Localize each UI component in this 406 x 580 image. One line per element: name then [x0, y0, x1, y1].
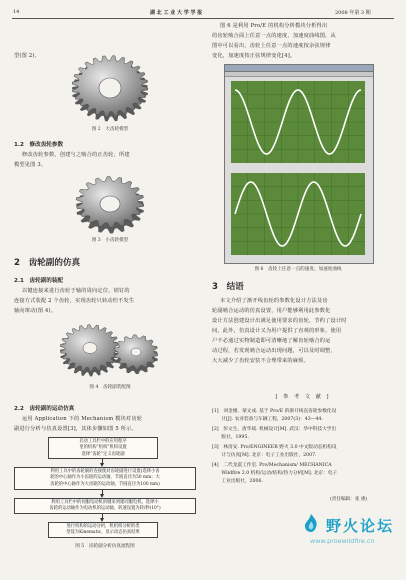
gear-bore — [131, 348, 141, 356]
sec3-line-4: 间，此外，仿真设计又为用户提供了直观的形象，使用 — [212, 328, 342, 334]
fig3-caption: 图 3 小齿轮模型 — [91, 238, 129, 243]
reference-line: [2] 彭文生，唐华斌. 机械设计[M]. 武汉：华中科技大学出 — [212, 427, 337, 432]
sec12-line-2: 模型见图 3。 — [14, 162, 47, 168]
references-title: [ 参 考 文 献 ] — [275, 394, 331, 400]
reference-line: [1] 刘金刚，蒙文成. 基于 Pro/E 的渐开线直齿轮参数化设 — [212, 409, 337, 414]
editor-note: (责任编辑：张 惠) — [330, 497, 368, 502]
header-rule — [12, 18, 394, 19]
sec3-title: 3 结语 — [212, 282, 244, 292]
issue-label: 2008 年第 3 期 — [335, 10, 371, 16]
sec22-title: 2.2 齿轮副的运动仿真 — [14, 406, 75, 412]
reference-line: 计与仿真[M]. 北京：电子工业出版社，2007. — [212, 453, 317, 458]
sec2-title: 2 齿轮副的仿真 — [14, 258, 81, 268]
journal-name: 湖 北 工 业 大 学 学 报 — [150, 10, 203, 16]
intro-line-3: 图中可以看出，齿轮上任意一点的速度按余弦规律 — [212, 43, 331, 49]
sec3-line-1: 本文介绍了渐开线齿轮的参数化设计方法及齿 — [220, 298, 328, 304]
sec22-line-2: 副进行分析与仿真设置[3]，其体步骤如图 5 所示。 — [14, 426, 137, 432]
fig5-caption: 图 5 齿轮副分析仿真流程图 — [75, 544, 135, 549]
sec3-line-6: 动过程，若发现啮合运动出现问题，可以及时调整， — [212, 348, 336, 354]
flame-logo-icon — [300, 512, 322, 534]
intro-line-4: 变化，加速度按正弦规律变化[4]。 — [212, 53, 296, 59]
watermark-url: www.proewildfire.cn — [310, 537, 375, 545]
gear-bore — [83, 343, 97, 354]
sec12-line-1: 修改齿轮参数，创建与之啮合的正齿轮，所建 — [22, 152, 130, 158]
reference-line: 工业出版社，2006. — [212, 479, 263, 484]
sec12-title: 1.2 修改齿轮参数 — [14, 142, 64, 148]
sec3-line-7: 大大减少了齿轮安装不合理带来的麻烦。 — [212, 358, 309, 364]
fig6-caption: 图 6 齿轮上任意一点的速度、加速度曲线 — [254, 267, 342, 272]
reference-line: [3] 林清安. Pro/ENGINEER 野火 3.0 中文版动态机构设 — [212, 445, 337, 450]
sec22-line-1: 运用 Application 下的 Mechanism 模块对齿轮 — [22, 416, 143, 422]
window-titlebar — [225, 65, 373, 72]
fig2-caption: 图 2 大齿轮模型 — [91, 127, 129, 132]
curve-plots — [225, 77, 371, 263]
analysis-window — [224, 64, 374, 264]
large-gear-figure — [60, 52, 160, 124]
reference-line: 版社，1995. — [212, 435, 249, 440]
sec21-line-3: 轴向窜动(图 4)。 — [14, 308, 57, 314]
watermark-cn: 野火论坛 — [326, 517, 395, 535]
sec3-line-2: 轮副啮合运动的仿真设置，用户能够利用此参数化 — [212, 308, 331, 314]
sec21-line-2: 连接方式装配 2 个齿轮，实现齿轮只转动但不发生 — [14, 298, 135, 304]
flow-box-1: 启动工具栏中的应用程序 里的机构“机构”机构设置 选择“齿轮”定义齿轮副 — [48, 437, 158, 459]
reference-line: 计[J]. 农业装备与车辆工程，2007(3)：43—44. — [212, 417, 323, 422]
flow-box-4: 进行机构的运动分析，机机构分析的类 型设为Kinematic，显示动态仿真结果 — [48, 522, 158, 538]
continuation-line: 型(图 2)。 — [14, 53, 40, 59]
gear-assembly-figure — [52, 318, 168, 380]
reference-line: Wildfire 2.0 机构/运动/结构/热力分析[M]. 北京：电子 — [212, 471, 338, 476]
flow-box-2: 利用工具中的齿轮副的连接使对齿轮副进行设置(选择小齿 轮的中心轴作为小齿轮的运动轴，节圆直径为50 mm；大 齿轮的中心轴作为大齿轮的运动轴，节圆直径为100 mm) — [14, 467, 196, 490]
intro-line-1: 图 6 是利用 Pro/E 的机构分析模块分析得出 — [220, 23, 328, 29]
fig4-caption: 图 4 齿轮副装配图 — [89, 385, 131, 390]
flow-box-3: 利用工具栏中的伺服电动机的键来到建同服电机，选择小 齿轮的运动轴作为电动机的运动轴，转速设置为转/秒(10°) — [14, 498, 196, 514]
sec3-line-3: 设计方法创建设计出满足使用要求的齿轮，节约了设计时 — [212, 318, 347, 324]
sec21-title: 2.1 齿轮副的装配 — [14, 278, 64, 284]
sec21-line-1: 以键连接来进行齿轮于轴的周向定位，销钉的 — [22, 288, 130, 294]
reference-line: [4] 二代龙震工作室. Pro/Mechanism/ MECHANICA — [212, 463, 332, 468]
page-number: 14 — [13, 9, 20, 15]
intro-line-2: 的齿轮啮合面上任意一点的速度、加速度曲线图，从 — [212, 33, 336, 39]
small-gear-figure — [60, 172, 160, 234]
sec3-line-5: 户不必通过实物制造即可清晰地了解齿轮啮合的运 — [212, 338, 331, 344]
